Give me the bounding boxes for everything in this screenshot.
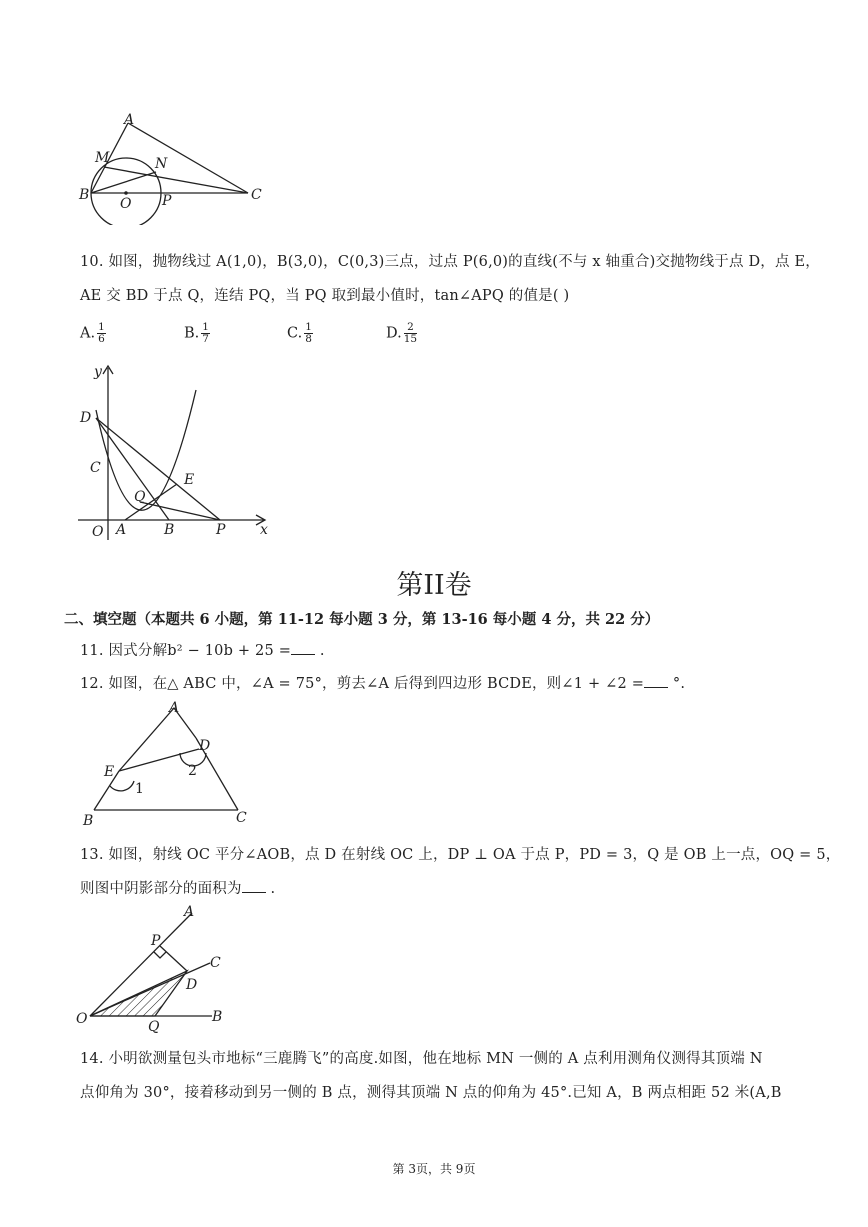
option-fraction xyxy=(201,322,210,345)
volume-title: 第II卷 xyxy=(396,570,472,601)
q13-line-1: 13. 如图，射线 OC 平分∠AOB，点 D 在射线 OC 上，DP ⊥ OA 于点 P，PD = 3，Q 是 OB 上一点，OQ = 5， xyxy=(80,847,841,863)
answer-blank xyxy=(242,892,266,893)
parabola-figure xyxy=(72,360,282,550)
label-D: D xyxy=(186,977,198,993)
label-Q: Q xyxy=(134,489,146,505)
triangle-cut-figure xyxy=(76,698,266,833)
section-heading: 二、填空题（本题共 6 小题，第 11-12 每小题 3 分，第 13-16 每小题 4 分，共 22 分） xyxy=(64,611,660,628)
option-fraction xyxy=(304,322,313,345)
circle-triangle-figure xyxy=(70,105,270,225)
denominator: 8 xyxy=(305,333,312,345)
label-O: O xyxy=(92,524,104,540)
numerator: 1 xyxy=(305,321,312,333)
label-2: 2 xyxy=(188,763,197,779)
q12-line xyxy=(80,672,685,693)
label-A: A xyxy=(184,904,195,920)
q13-line-2 xyxy=(80,877,275,898)
q10-option-b xyxy=(184,322,210,345)
q10-option-d xyxy=(386,322,417,345)
angle-bisector-figure xyxy=(72,900,242,1035)
label-C: C xyxy=(236,810,247,826)
denominator: 7 xyxy=(202,333,209,345)
label-x: x xyxy=(260,522,268,538)
label-M: M xyxy=(95,150,110,166)
label-B: B xyxy=(83,813,94,829)
q12-text: 12. 如图，在△ ABC 中，∠A = 75°，剪去∠A 后得到四边形 BCDE，则∠1 + ∠2 = xyxy=(80,676,645,692)
label-N: N xyxy=(155,156,168,172)
q10-line-2: AE 交 BD 于点 Q，连结 PQ，当 PQ 取到最小值时，tan∠APQ 的值是( ) xyxy=(80,288,570,304)
q13-tail: . xyxy=(265,881,276,897)
label-E: E xyxy=(104,764,115,780)
label-B: B xyxy=(212,1009,223,1025)
numerator: 2 xyxy=(404,322,417,334)
q11-text: 11. 因式分解b² − 10b + 25 = xyxy=(80,643,292,659)
label-y: y xyxy=(94,364,102,380)
answer-blank xyxy=(644,687,668,688)
label-A: A xyxy=(124,112,135,128)
label-C: C xyxy=(90,460,101,476)
q13-text: 则图中阴影部分的面积为 xyxy=(80,881,242,897)
numerator: 1 xyxy=(202,321,209,333)
label-C: C xyxy=(210,955,221,971)
label-P: P xyxy=(162,193,172,209)
q10-option-a xyxy=(80,322,106,345)
label-B: B xyxy=(164,522,175,538)
option-label: B. xyxy=(184,325,200,342)
option-fraction xyxy=(404,322,417,345)
q11-line xyxy=(80,639,325,660)
label-A: A xyxy=(116,522,127,538)
denominator: 6 xyxy=(98,333,105,345)
label-D: D xyxy=(80,410,92,426)
label-C: C xyxy=(251,187,262,203)
q10-line-1: 10. 如图，抛物线过 A(1,0)，B(3,0)，C(0,3)三点，过点 P(6,0)的直线(不与 x 轴重合)交抛物线于点 D，点 E， xyxy=(80,254,820,270)
label-Q: Q xyxy=(148,1019,160,1035)
label-O: O xyxy=(120,196,132,212)
label-O: O xyxy=(76,1011,88,1027)
q10-option-c xyxy=(287,322,313,345)
q12-tail: °. xyxy=(668,676,686,692)
numerator: 1 xyxy=(98,321,105,333)
label-P: P xyxy=(216,522,226,538)
label-1: 1 xyxy=(135,781,144,797)
q14-line-1: 14. 小明欲测量包头市地标“三鹿腾飞”的高度.如图，他在地标 MN 一侧的 A 点利用测角仪测得其顶端 N xyxy=(80,1051,763,1067)
label-P: P xyxy=(151,933,161,949)
label-B: B xyxy=(79,187,90,203)
denominator: 15 xyxy=(403,333,418,345)
option-label: D. xyxy=(386,325,402,342)
answer-blank xyxy=(291,654,315,655)
page-footer: 第 3页，共 9页 xyxy=(392,1162,476,1176)
label-E: E xyxy=(184,472,195,488)
label-D: D xyxy=(199,738,211,754)
option-label: A. xyxy=(80,325,96,342)
q11-tail: . xyxy=(315,643,325,659)
option-label: C. xyxy=(287,325,303,342)
q14-line-2: 点仰角为 30°，接着移动到另一侧的 B 点，测得其顶端 N 点的仰角为 45°.已知 A，B 两点相距 52 米(A,B xyxy=(80,1085,782,1101)
label-A: A xyxy=(169,700,180,716)
option-fraction xyxy=(97,322,106,345)
